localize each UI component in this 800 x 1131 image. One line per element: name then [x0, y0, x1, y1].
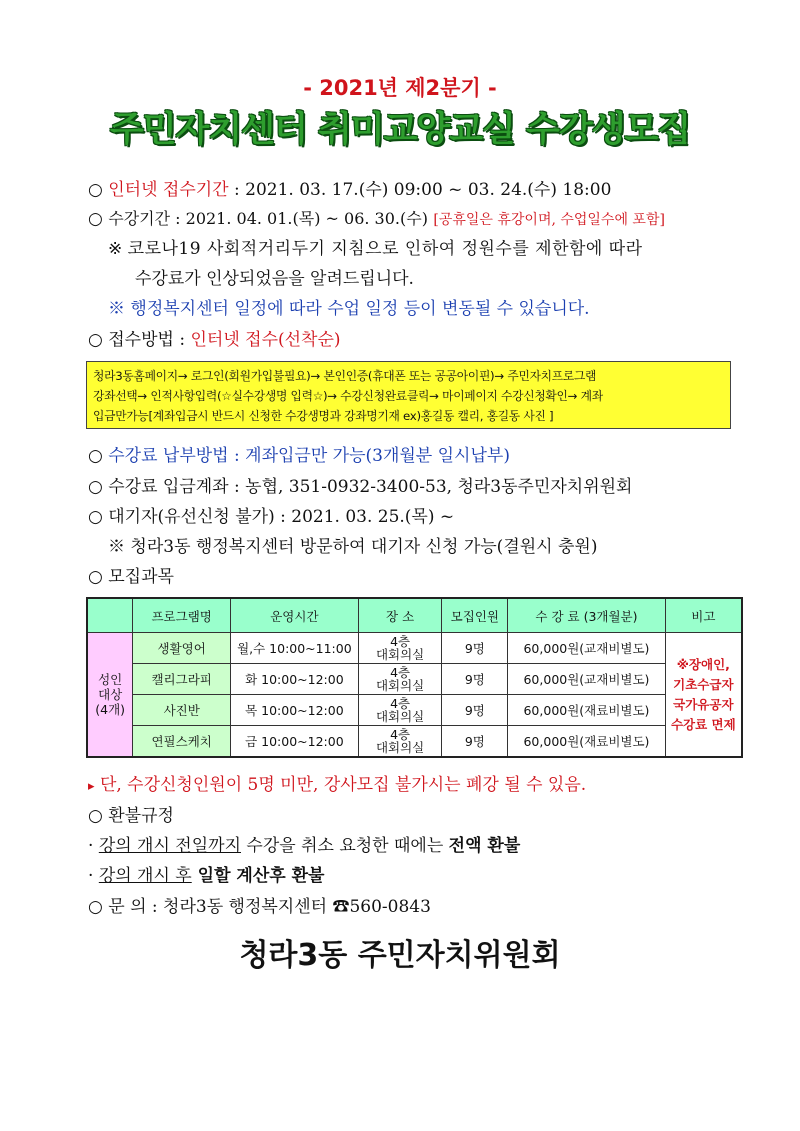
place-room: 대회의실 — [375, 740, 425, 755]
contact-info — [88, 896, 760, 918]
covid-notice-line1: 코로나19 사회적거리두기 지침으로 인하여 정원수를 제한함에 따라 — [127, 239, 643, 259]
refund-rule-1-underlined: 강의 개시 전일까지 — [98, 836, 241, 856]
notice-subtitle: - 2021년 제2분기 - — [303, 76, 497, 100]
procedure-box — [86, 361, 731, 429]
program-table — [86, 597, 743, 758]
middle-dot-icon: · — [88, 866, 94, 886]
table-row — [87, 695, 742, 726]
program-count: 9명 — [442, 633, 508, 664]
notice-title: 주민자치센터 취미교양교실 수강생모집 — [109, 110, 691, 150]
target-group-line: 대상 — [98, 687, 123, 702]
registration-method — [88, 329, 760, 351]
procedure-line3: 입금만가능[계좌입금시 반드시 신청한 수강생명과 강좌명기재 ex)홍길동 캘리, 홍길동 사진 ] — [93, 409, 554, 423]
schedule-notice-text: 행정복지센터 일정에 따라 수업 일정 등이 변동될 수 있습니다. — [130, 299, 590, 319]
table-header: 수 강 료 (3개월분) — [508, 598, 665, 633]
schedule-notice — [108, 298, 760, 320]
refund-rule-2-bold: 일할 계산후 환불 — [191, 866, 325, 886]
place-floor: 4층 — [390, 665, 411, 680]
fee-exemption-note — [665, 633, 742, 758]
payment-account — [88, 476, 760, 498]
program-place — [358, 726, 442, 758]
program-place — [358, 695, 442, 726]
phone-icon: ☎ — [332, 897, 350, 917]
middle-dot-icon: · — [88, 836, 94, 856]
program-place — [358, 633, 442, 664]
payment-method — [88, 445, 760, 467]
waitlist-note — [108, 536, 760, 558]
contact-phone: 560-0843 — [349, 897, 431, 917]
circle-bullet-icon: ○ — [88, 180, 103, 200]
payment-method-value: 계좌입금만 가능(3개월분 일시납부) — [245, 446, 510, 466]
registration-period — [88, 179, 760, 201]
course-period-text: 수강기간 : 2021. 04. 01.(목) ~ 06. 30.(수) — [108, 209, 428, 228]
registration-period-value: : 2021. 03. 17.(수) 09:00 ~ 03. 24.(수) 18:00 — [228, 180, 612, 200]
target-group-line: 성인 — [98, 672, 123, 687]
program-name: 연필스케치 — [133, 726, 231, 758]
circle-bullet-icon: ○ — [88, 806, 103, 826]
circle-bullet-icon: ○ — [88, 330, 103, 350]
circle-bullet-icon: ○ — [88, 209, 103, 229]
note-mark-icon: ※ — [108, 239, 123, 259]
subjects-heading-label: 모집과목 — [108, 567, 174, 587]
program-fee: 60,000원(교재비별도) — [508, 633, 665, 664]
refund-rule-2 — [88, 865, 760, 887]
table-header: 장 소 — [358, 598, 442, 633]
target-group — [87, 633, 133, 758]
program-place — [358, 664, 442, 695]
program-time: 화 10:00~12:00 — [230, 664, 358, 695]
program-fee: 60,000원(재료비별도) — [508, 695, 665, 726]
subjects-heading — [88, 566, 760, 588]
circle-bullet-icon: ○ — [88, 446, 103, 466]
payment-method-label: 수강료 납부방법 : — [108, 446, 246, 466]
covid-notice-line2: 수강료가 인상되었음을 알려드립니다. — [135, 269, 414, 289]
table-row — [87, 726, 742, 758]
circle-bullet-icon: ○ — [88, 477, 103, 497]
table-header: 비고 — [665, 598, 742, 633]
refund-rule-1 — [88, 835, 760, 857]
refund-heading — [88, 805, 760, 827]
refund-rule-1-mid: 수강을 취소 요청한 때에는 — [241, 836, 449, 856]
table-row — [87, 664, 742, 695]
note-mark-icon: ※ — [108, 299, 125, 319]
refund-heading-label: 환불규정 — [108, 806, 174, 826]
target-group-line: (4개) — [95, 702, 126, 717]
registration-method-value: 인터넷 접수(선착순) — [190, 330, 341, 350]
program-fee: 60,000원(재료비별도) — [508, 726, 665, 758]
procedure-line1: 청라3동홈페이지→ 로그인(회원가입불필요)→ 본인인증(휴대폰 또는 공공아이핀)→ 주민자치프로그램 — [93, 369, 597, 383]
table-header-row — [87, 598, 742, 633]
note-line: 국가유공자 — [673, 696, 734, 712]
program-name: 캘리그라피 — [133, 664, 231, 695]
program-count: 9명 — [442, 695, 508, 726]
program-fee: 60,000원(교재비별도) — [508, 664, 665, 695]
place-floor: 4층 — [390, 727, 411, 742]
course-period — [88, 208, 760, 231]
program-name: 사진반 — [133, 695, 231, 726]
organization-name: 청라3동 주민자치위원회 — [239, 938, 561, 973]
covid-notice — [108, 238, 760, 260]
table-header: 운영시간 — [230, 598, 358, 633]
place-room: 대회의실 — [375, 678, 425, 693]
contact-text: 문 의 : 청라3동 행정복지센터 — [108, 897, 333, 917]
circle-bullet-icon: ○ — [88, 507, 103, 527]
refund-rule-2-underlined: 강의 개시 후 — [98, 866, 192, 886]
program-time: 월,수 10:00~11:00 — [230, 633, 358, 664]
refund-rule-1-bold: 전액 환불 — [448, 836, 521, 856]
table-header — [87, 598, 133, 633]
program-name: 생활영어 — [133, 633, 231, 664]
place-room: 대회의실 — [375, 709, 425, 724]
program-time: 목 10:00~12:00 — [230, 695, 358, 726]
place-room: 대회의실 — [375, 647, 425, 662]
program-count: 9명 — [442, 664, 508, 695]
payment-account-text: 수강료 입금계좌 : 농협, 351-0932-3400-53, 청라3동주민자치위원회 — [108, 477, 633, 497]
program-time: 금 10:00~12:00 — [230, 726, 358, 758]
note-line: ※장애인, — [676, 656, 730, 672]
procedure-line2: 강좌선택→ 인적사항입력(☆실수강생명 입력☆)→ 수강신청완료클릭→ 마이페이지 수강신청확인→ 계좌 — [93, 389, 603, 403]
waitlist-text: 대기자(유선신청 불가) : 2021. 03. 25.(목) ~ — [108, 507, 455, 527]
place-floor: 4층 — [390, 634, 411, 649]
table-header: 프로그램명 — [133, 598, 231, 633]
waitlist-note-text: 청라3동 행정복지센터 방문하여 대기자 신청 가능(결원시 충원) — [130, 537, 598, 557]
program-count: 9명 — [442, 726, 508, 758]
note-line: 기초수급자 — [673, 676, 734, 692]
registration-period-label: 인터넷 접수기간 — [108, 180, 229, 200]
circle-bullet-icon: ○ — [88, 897, 103, 917]
note-mark-icon: ※ — [108, 537, 125, 557]
cancellation-note — [88, 774, 760, 798]
cancellation-note-text: 단, 수강신청인원이 5명 미만, 강사모집 불가시는 폐강 될 수 있음. — [99, 775, 587, 795]
note-line: 수강료 면제 — [670, 716, 736, 732]
course-period-note: [공휴일은 휴강이며, 수업일수에 포함] — [433, 212, 665, 228]
table-header: 모집인원 — [442, 598, 508, 633]
circle-bullet-icon: ○ — [88, 567, 103, 587]
place-floor: 4층 — [390, 696, 411, 711]
triangle-bullet-icon: ▸ — [88, 779, 95, 794]
registration-method-label: 접수방법 : — [108, 330, 191, 350]
table-row — [87, 633, 742, 664]
waitlist — [88, 506, 760, 528]
